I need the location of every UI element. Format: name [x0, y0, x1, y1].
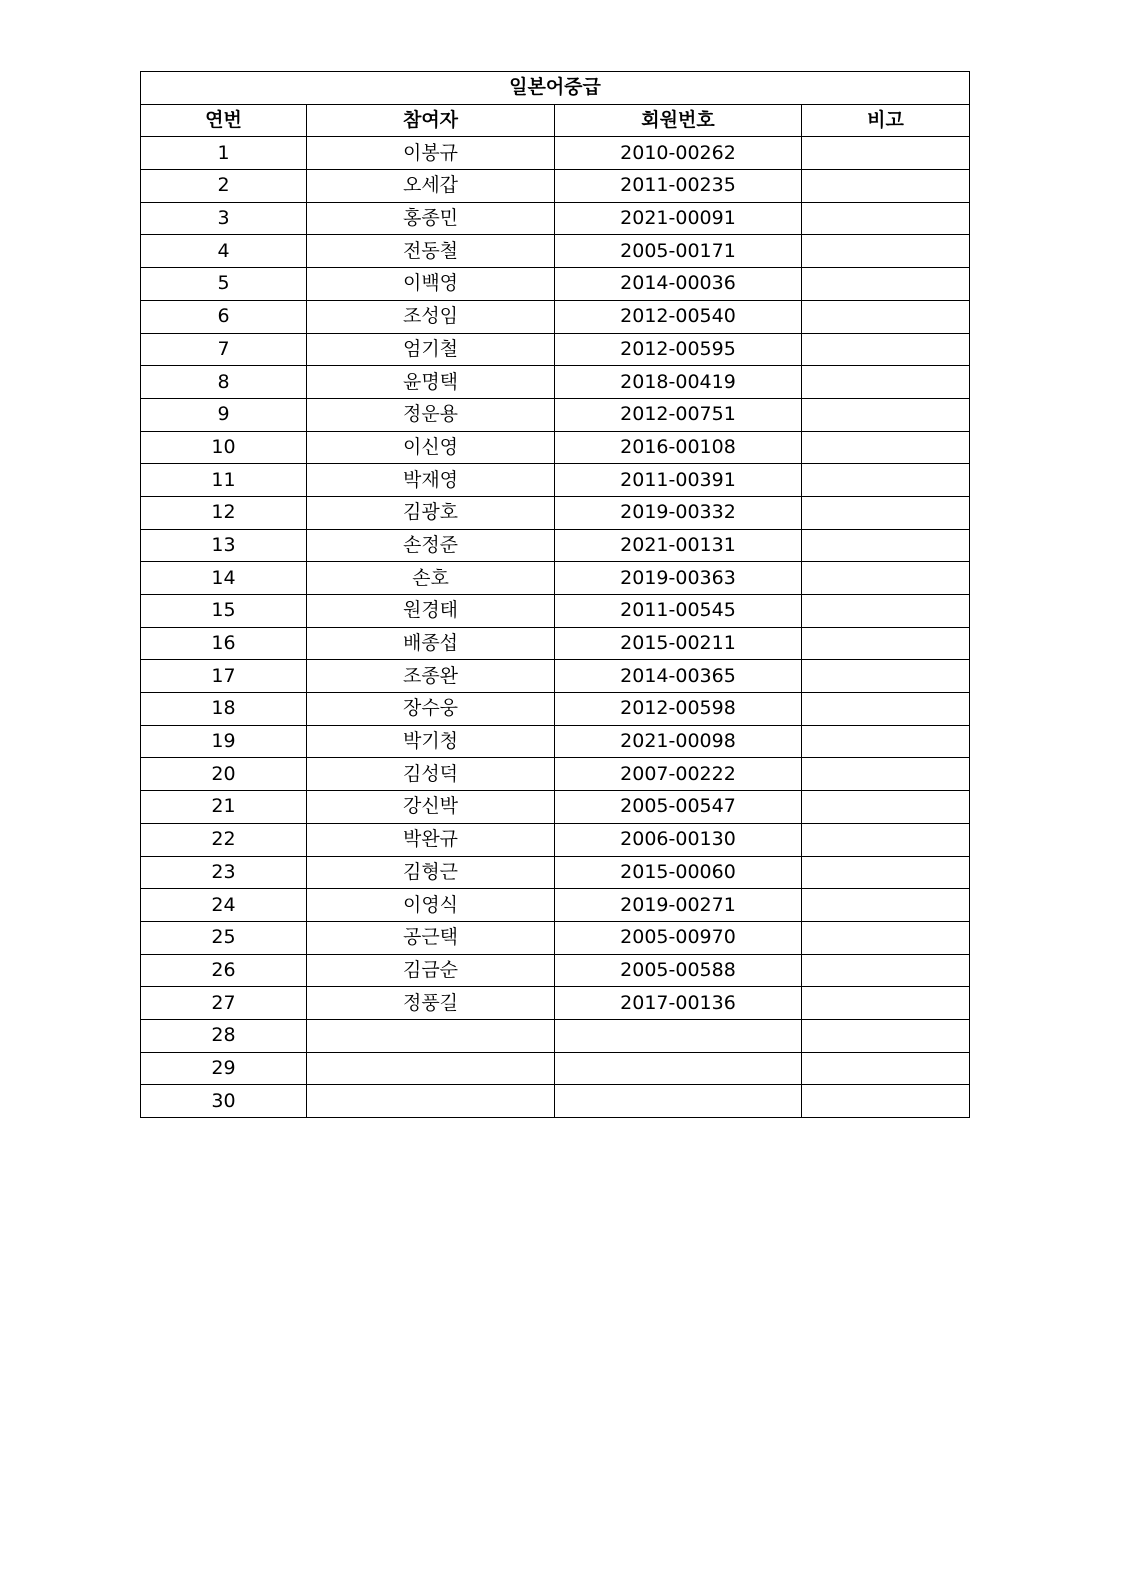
- row-number: 8: [141, 366, 307, 399]
- row-number: 11: [141, 464, 307, 497]
- table-row: [141, 627, 970, 660]
- note: [802, 1085, 970, 1118]
- member-id: 2005-00171: [555, 235, 802, 268]
- row-number: 19: [141, 725, 307, 758]
- note: [802, 464, 970, 497]
- row-number: 14: [141, 562, 307, 595]
- member-id: 2014-00036: [555, 268, 802, 301]
- row-number: 1: [141, 137, 307, 170]
- member-id: 2005-00970: [555, 921, 802, 954]
- row-number: 25: [141, 921, 307, 954]
- participant-name: 오세갑: [307, 170, 555, 203]
- participant-name: 엄기철: [307, 333, 555, 366]
- table-row: [141, 889, 970, 922]
- table-row: [141, 660, 970, 693]
- participant-name: 박재영: [307, 464, 555, 497]
- note: [802, 758, 970, 791]
- roster-sheet: [140, 71, 969, 1118]
- note: [802, 660, 970, 693]
- table-row: [141, 856, 970, 889]
- note: [802, 170, 970, 203]
- table-row: [141, 693, 970, 726]
- row-number: 17: [141, 660, 307, 693]
- participant-name: 이영식: [307, 889, 555, 922]
- participant-name: 손호: [307, 562, 555, 595]
- table-row: [141, 725, 970, 758]
- row-number: 12: [141, 496, 307, 529]
- table-row: [141, 170, 970, 203]
- note: [802, 1019, 970, 1052]
- participant-name: 배종섭: [307, 627, 555, 660]
- note: [802, 496, 970, 529]
- member-id: 2007-00222: [555, 758, 802, 791]
- participant-name: 전동철: [307, 235, 555, 268]
- roster-body: [141, 137, 970, 1118]
- note: [802, 725, 970, 758]
- table-row: [141, 562, 970, 595]
- participant-name: 공근택: [307, 921, 555, 954]
- member-id: [555, 1085, 802, 1118]
- note: [802, 333, 970, 366]
- row-number: 22: [141, 823, 307, 856]
- row-number: 29: [141, 1052, 307, 1085]
- member-id: 2018-00419: [555, 366, 802, 399]
- row-number: 26: [141, 954, 307, 987]
- member-id: 2015-00060: [555, 856, 802, 889]
- row-number: 5: [141, 268, 307, 301]
- participant-name: 이신영: [307, 431, 555, 464]
- participant-name: [307, 1052, 555, 1085]
- member-id: 2014-00365: [555, 660, 802, 693]
- participant-name: [307, 1085, 555, 1118]
- table-row: [141, 398, 970, 431]
- row-number: 28: [141, 1019, 307, 1052]
- note: [802, 856, 970, 889]
- member-id: 2012-00598: [555, 693, 802, 726]
- table-row: [141, 1019, 970, 1052]
- row-number: 30: [141, 1085, 307, 1118]
- note: [802, 300, 970, 333]
- note: [802, 595, 970, 628]
- row-number: 18: [141, 693, 307, 726]
- participant-name: 조성임: [307, 300, 555, 333]
- row-number: 27: [141, 987, 307, 1020]
- note: [802, 693, 970, 726]
- member-id: 2017-00136: [555, 987, 802, 1020]
- note: [802, 921, 970, 954]
- note: [802, 954, 970, 987]
- member-id: 2019-00363: [555, 562, 802, 595]
- member-id: 2012-00540: [555, 300, 802, 333]
- row-number: 15: [141, 595, 307, 628]
- member-id: 2021-00098: [555, 725, 802, 758]
- note: [802, 235, 970, 268]
- note: [802, 202, 970, 235]
- row-number: 3: [141, 202, 307, 235]
- row-number: 10: [141, 431, 307, 464]
- table-row: [141, 595, 970, 628]
- participant-name: 홍종민: [307, 202, 555, 235]
- row-number: 24: [141, 889, 307, 922]
- member-id: [555, 1052, 802, 1085]
- note: [802, 1052, 970, 1085]
- column-header-note: 비고: [802, 104, 970, 137]
- note: [802, 791, 970, 824]
- participant-name: 윤명택: [307, 366, 555, 399]
- note: [802, 398, 970, 431]
- roster-table: [140, 71, 970, 1118]
- member-id: 2012-00595: [555, 333, 802, 366]
- table-row: [141, 137, 970, 170]
- participant-name: 원경태: [307, 595, 555, 628]
- header-row: [141, 104, 970, 137]
- member-id: [555, 1019, 802, 1052]
- member-id: 2010-00262: [555, 137, 802, 170]
- participant-name: 정풍길: [307, 987, 555, 1020]
- table-row: [141, 202, 970, 235]
- title-row: [141, 72, 970, 105]
- note: [802, 562, 970, 595]
- table-row: [141, 496, 970, 529]
- table-row: [141, 823, 970, 856]
- table-row: [141, 987, 970, 1020]
- table-row: [141, 268, 970, 301]
- table-row: [141, 333, 970, 366]
- row-number: 2: [141, 170, 307, 203]
- note: [802, 431, 970, 464]
- member-id: 2019-00271: [555, 889, 802, 922]
- table-row: [141, 1052, 970, 1085]
- participant-name: 이봉규: [307, 137, 555, 170]
- note: [802, 987, 970, 1020]
- participant-name: 김광호: [307, 496, 555, 529]
- table-row: [141, 235, 970, 268]
- participant-name: 이백영: [307, 268, 555, 301]
- participant-name: 손정준: [307, 529, 555, 562]
- member-id: 2019-00332: [555, 496, 802, 529]
- participant-name: 강신박: [307, 791, 555, 824]
- row-number: 23: [141, 856, 307, 889]
- table-row: [141, 431, 970, 464]
- member-id: 2015-00211: [555, 627, 802, 660]
- note: [802, 268, 970, 301]
- participant-name: 장수웅: [307, 693, 555, 726]
- table-row: [141, 464, 970, 497]
- column-header-participant: 참여자: [307, 104, 555, 137]
- member-id: 2011-00391: [555, 464, 802, 497]
- member-id: 2005-00588: [555, 954, 802, 987]
- participant-name: [307, 1019, 555, 1052]
- column-header-member-id: 회원번호: [555, 104, 802, 137]
- table-row: [141, 1085, 970, 1118]
- participant-name: 정운용: [307, 398, 555, 431]
- table-row: [141, 529, 970, 562]
- participant-name: 김형근: [307, 856, 555, 889]
- row-number: 20: [141, 758, 307, 791]
- table-row: [141, 954, 970, 987]
- row-number: 21: [141, 791, 307, 824]
- table-row: [141, 791, 970, 824]
- table-row: [141, 300, 970, 333]
- row-number: 9: [141, 398, 307, 431]
- participant-name: 조종완: [307, 660, 555, 693]
- member-id: 2012-00751: [555, 398, 802, 431]
- table-title: 일본어중급: [141, 72, 970, 105]
- row-number: 4: [141, 235, 307, 268]
- table-row: [141, 366, 970, 399]
- row-number: 6: [141, 300, 307, 333]
- member-id: 2006-00130: [555, 823, 802, 856]
- member-id: 2016-00108: [555, 431, 802, 464]
- participant-name: 박기청: [307, 725, 555, 758]
- participant-name: 박완규: [307, 823, 555, 856]
- participant-name: 김금순: [307, 954, 555, 987]
- member-id: 2021-00131: [555, 529, 802, 562]
- row-number: 7: [141, 333, 307, 366]
- table-row: [141, 921, 970, 954]
- note: [802, 823, 970, 856]
- member-id: 2011-00235: [555, 170, 802, 203]
- member-id: 2005-00547: [555, 791, 802, 824]
- note: [802, 529, 970, 562]
- member-id: 2011-00545: [555, 595, 802, 628]
- participant-name: 김성덕: [307, 758, 555, 791]
- column-header-no: 연번: [141, 104, 307, 137]
- note: [802, 137, 970, 170]
- note: [802, 889, 970, 922]
- note: [802, 366, 970, 399]
- row-number: 16: [141, 627, 307, 660]
- row-number: 13: [141, 529, 307, 562]
- table-row: [141, 758, 970, 791]
- note: [802, 627, 970, 660]
- member-id: 2021-00091: [555, 202, 802, 235]
